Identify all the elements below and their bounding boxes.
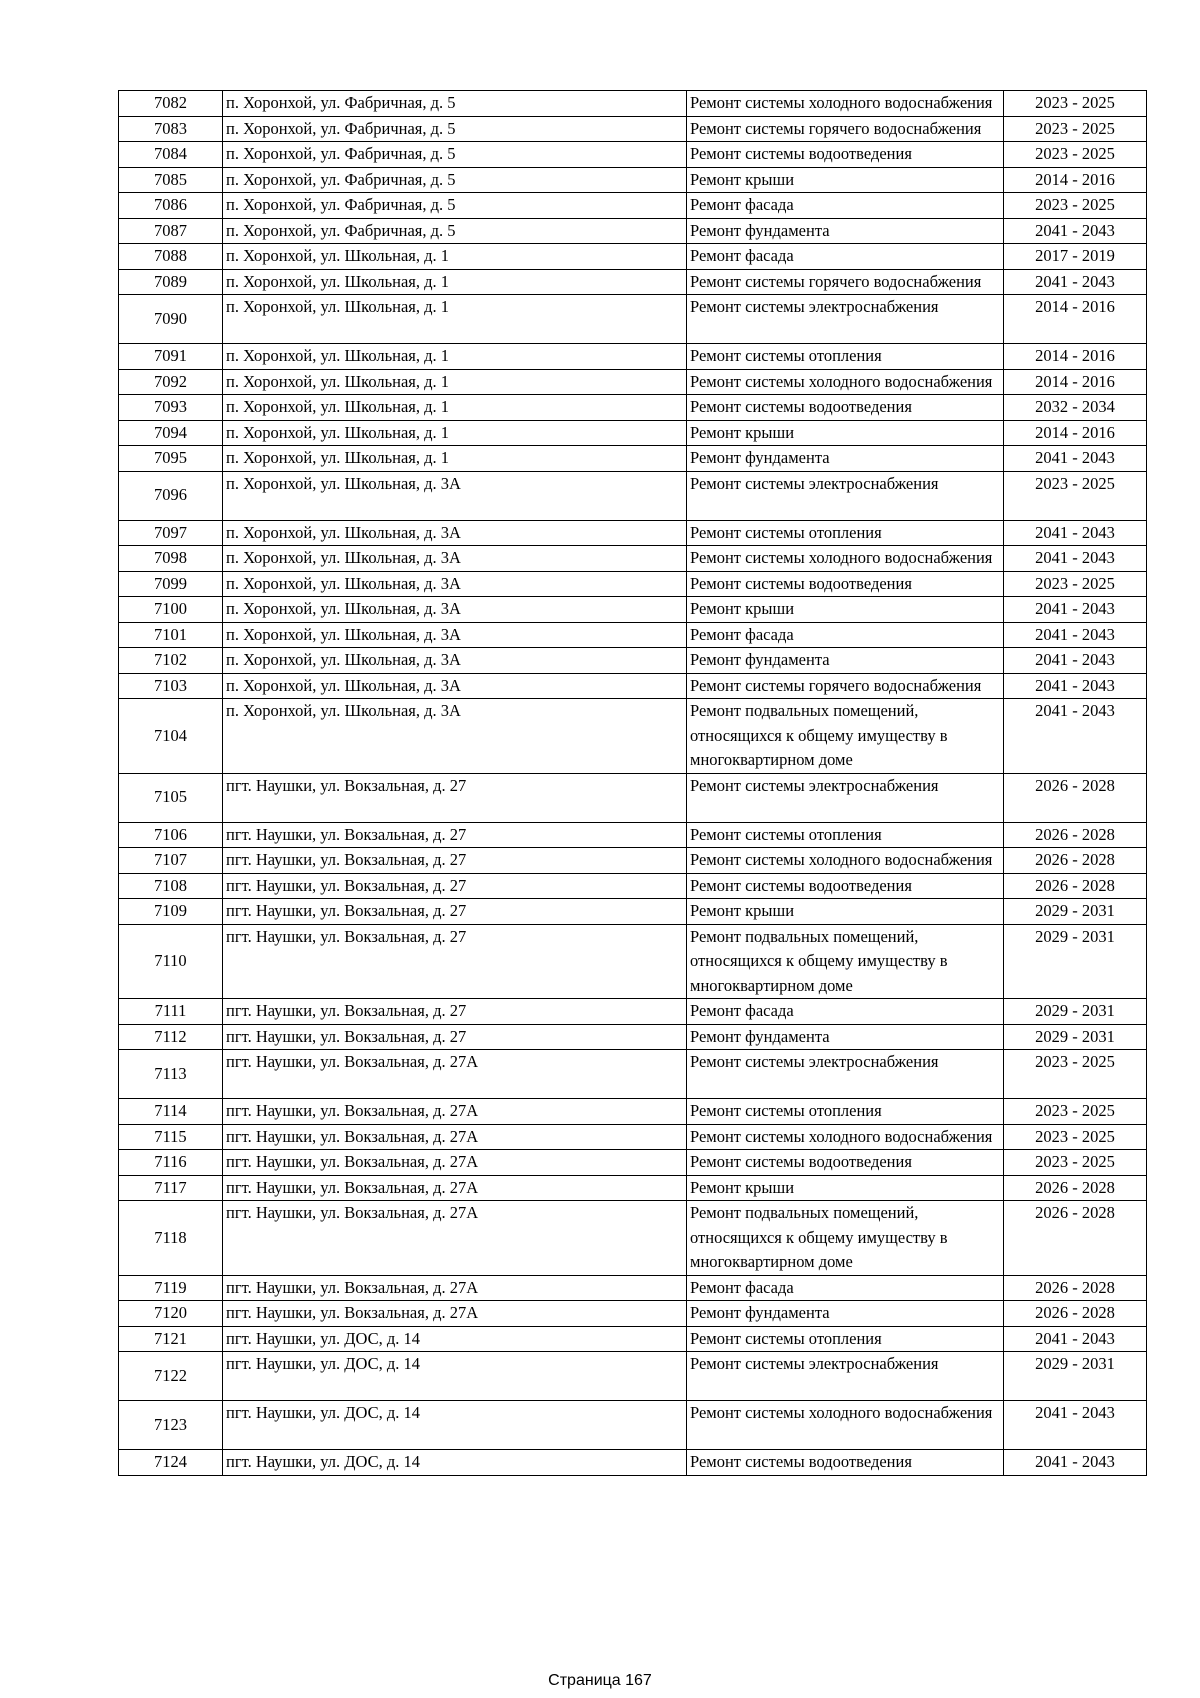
period-cell: 2041 - 2043 — [1004, 546, 1147, 572]
table-row — [119, 446, 1147, 472]
period-cell: 2023 - 2025 — [1004, 471, 1147, 520]
row-number: 7121 — [119, 1326, 223, 1352]
period-cell: 2029 - 2031 — [1004, 924, 1147, 999]
address-cell: п. Хоронхой, ул. Школьная, д. 1 — [223, 395, 687, 421]
work-type-cell: Ремонт системы электроснабжения — [687, 773, 1004, 822]
period-cell: 2014 - 2016 — [1004, 344, 1147, 370]
address-cell: пгт. Наушки, ул. Вокзальная, д. 27 — [223, 999, 687, 1025]
period-cell: 2026 - 2028 — [1004, 1201, 1147, 1276]
table-row — [119, 1099, 1147, 1125]
address-cell: п. Хоронхой, ул. Школьная, д. 3А — [223, 622, 687, 648]
work-type-cell: Ремонт системы отопления — [687, 344, 1004, 370]
period-cell: 2023 - 2025 — [1004, 571, 1147, 597]
address-cell: пгт. Наушки, ул. ДОС, д. 14 — [223, 1352, 687, 1401]
work-type-cell: Ремонт системы водоотведения — [687, 395, 1004, 421]
row-number: 7123 — [119, 1401, 223, 1450]
address-cell: пгт. Наушки, ул. Вокзальная, д. 27 — [223, 1024, 687, 1050]
address-cell: пгт. Наушки, ул. Вокзальная, д. 27А — [223, 1201, 687, 1276]
table-row — [119, 116, 1147, 142]
work-type-cell: Ремонт системы холодного водоснабжения — [687, 546, 1004, 572]
table-row — [119, 622, 1147, 648]
row-number: 7124 — [119, 1450, 223, 1476]
work-type-cell: Ремонт системы холодного водоснабжения — [687, 848, 1004, 874]
row-number: 7112 — [119, 1024, 223, 1050]
address-cell: п. Хоронхой, ул. Школьная, д. 3А — [223, 471, 687, 520]
work-type-cell: Ремонт фасада — [687, 999, 1004, 1025]
work-type-cell: Ремонт системы холодного водоснабжения — [687, 369, 1004, 395]
address-cell: пгт. Наушки, ул. Вокзальная, д. 27А — [223, 1099, 687, 1125]
period-cell: 2041 - 2043 — [1004, 673, 1147, 699]
table-row — [119, 848, 1147, 874]
work-type-cell: Ремонт фундамента — [687, 1301, 1004, 1327]
work-type-cell: Ремонт крыши — [687, 1175, 1004, 1201]
address-cell: пгт. Наушки, ул. ДОС, д. 14 — [223, 1450, 687, 1476]
work-type-cell: Ремонт системы холодного водоснабжения — [687, 91, 1004, 117]
row-number: 7094 — [119, 420, 223, 446]
work-type-cell: Ремонт системы электроснабжения — [687, 1050, 1004, 1099]
row-number: 7102 — [119, 648, 223, 674]
row-number: 7095 — [119, 446, 223, 472]
row-number: 7104 — [119, 699, 223, 774]
period-cell: 2041 - 2043 — [1004, 1450, 1147, 1476]
period-cell: 2014 - 2016 — [1004, 295, 1147, 344]
table-row — [119, 673, 1147, 699]
work-type-cell: Ремонт фасада — [687, 1275, 1004, 1301]
address-cell: пгт. Наушки, ул. Вокзальная, д. 27А — [223, 1150, 687, 1176]
row-number: 7093 — [119, 395, 223, 421]
address-cell: пгт. Наушки, ул. Вокзальная, д. 27А — [223, 1275, 687, 1301]
address-cell: п. Хоронхой, ул. Школьная, д. 3А — [223, 699, 687, 774]
work-type-cell: Ремонт фасада — [687, 622, 1004, 648]
period-cell: 2041 - 2043 — [1004, 1401, 1147, 1450]
period-cell: 2026 - 2028 — [1004, 1275, 1147, 1301]
address-cell: пгт. Наушки, ул. Вокзальная, д. 27 — [223, 773, 687, 822]
row-number: 7113 — [119, 1050, 223, 1099]
table-row — [119, 648, 1147, 674]
address-cell: п. Хоронхой, ул. Фабричная, д. 5 — [223, 91, 687, 117]
table-row — [119, 773, 1147, 822]
address-cell: п. Хоронхой, ул. Школьная, д. 1 — [223, 295, 687, 344]
table-row — [119, 91, 1147, 117]
table-row — [119, 471, 1147, 520]
table-row — [119, 1352, 1147, 1401]
table-row — [119, 1326, 1147, 1352]
work-type-cell: Ремонт системы водоотведения — [687, 1450, 1004, 1476]
period-cell: 2023 - 2025 — [1004, 193, 1147, 219]
table-row — [119, 1124, 1147, 1150]
period-cell: 2029 - 2031 — [1004, 1352, 1147, 1401]
work-type-cell: Ремонт крыши — [687, 597, 1004, 623]
table-row — [119, 999, 1147, 1025]
table-row — [119, 546, 1147, 572]
table-row — [119, 1450, 1147, 1476]
table-row — [119, 924, 1147, 999]
table-row — [119, 193, 1147, 219]
row-number: 7098 — [119, 546, 223, 572]
table-row — [119, 597, 1147, 623]
table-row — [119, 1024, 1147, 1050]
period-cell: 2023 - 2025 — [1004, 1150, 1147, 1176]
address-cell: п. Хоронхой, ул. Фабричная, д. 5 — [223, 193, 687, 219]
address-cell: п. Хоронхой, ул. Фабричная, д. 5 — [223, 218, 687, 244]
address-cell: пгт. Наушки, ул. Вокзальная, д. 27 — [223, 899, 687, 925]
address-cell: п. Хоронхой, ул. Школьная, д. 3А — [223, 520, 687, 546]
period-cell: 2041 - 2043 — [1004, 648, 1147, 674]
row-number: 7110 — [119, 924, 223, 999]
row-number: 7099 — [119, 571, 223, 597]
period-cell: 2026 - 2028 — [1004, 848, 1147, 874]
period-cell: 2029 - 2031 — [1004, 1024, 1147, 1050]
works-table — [118, 90, 1147, 1476]
address-cell: пгт. Наушки, ул. Вокзальная, д. 27А — [223, 1050, 687, 1099]
address-cell: п. Хоронхой, ул. Фабричная, д. 5 — [223, 142, 687, 168]
address-cell: пгт. Наушки, ул. Вокзальная, д. 27 — [223, 848, 687, 874]
work-type-cell: Ремонт системы водоотведения — [687, 873, 1004, 899]
period-cell: 2014 - 2016 — [1004, 167, 1147, 193]
period-cell: 2041 - 2043 — [1004, 218, 1147, 244]
period-cell: 2026 - 2028 — [1004, 822, 1147, 848]
row-number: 7090 — [119, 295, 223, 344]
work-type-cell: Ремонт фундамента — [687, 218, 1004, 244]
table-row — [119, 344, 1147, 370]
row-number: 7107 — [119, 848, 223, 874]
work-type-cell: Ремонт фасада — [687, 193, 1004, 219]
work-type-cell: Ремонт системы горячего водоснабжения — [687, 673, 1004, 699]
table-row — [119, 295, 1147, 344]
row-number: 7106 — [119, 822, 223, 848]
address-cell: п. Хоронхой, ул. Школьная, д. 3А — [223, 648, 687, 674]
period-cell: 2017 - 2019 — [1004, 244, 1147, 270]
table-row — [119, 873, 1147, 899]
period-cell: 2023 - 2025 — [1004, 91, 1147, 117]
work-type-cell: Ремонт фундамента — [687, 1024, 1004, 1050]
work-type-cell: Ремонт системы холодного водоснабжения — [687, 1401, 1004, 1450]
work-type-cell: Ремонт системы водоотведения — [687, 142, 1004, 168]
table-row — [119, 699, 1147, 774]
period-cell: 2041 - 2043 — [1004, 597, 1147, 623]
row-number: 7091 — [119, 344, 223, 370]
address-cell: п. Хоронхой, ул. Школьная, д. 1 — [223, 344, 687, 370]
work-type-cell: Ремонт системы водоотведения — [687, 571, 1004, 597]
address-cell: п. Хоронхой, ул. Школьная, д. 1 — [223, 369, 687, 395]
period-cell: 2041 - 2043 — [1004, 699, 1147, 774]
row-number: 7096 — [119, 471, 223, 520]
work-type-cell: Ремонт подвальных помещений, относящихся к общему имуществу в многоквартирном доме — [687, 1201, 1004, 1276]
table-row — [119, 520, 1147, 546]
address-cell: пгт. Наушки, ул. Вокзальная, д. 27 — [223, 873, 687, 899]
row-number: 7114 — [119, 1099, 223, 1125]
row-number: 7116 — [119, 1150, 223, 1176]
address-cell: п. Хоронхой, ул. Школьная, д. 3А — [223, 571, 687, 597]
work-type-cell: Ремонт системы электроснабжения — [687, 1352, 1004, 1401]
row-number: 7087 — [119, 218, 223, 244]
period-cell: 2023 - 2025 — [1004, 1124, 1147, 1150]
row-number: 7084 — [119, 142, 223, 168]
table-row — [119, 269, 1147, 295]
row-number: 7109 — [119, 899, 223, 925]
row-number: 7119 — [119, 1275, 223, 1301]
row-number: 7097 — [119, 520, 223, 546]
row-number: 7082 — [119, 91, 223, 117]
period-cell: 2014 - 2016 — [1004, 420, 1147, 446]
row-number: 7118 — [119, 1201, 223, 1276]
table-row — [119, 1201, 1147, 1276]
period-cell: 2041 - 2043 — [1004, 446, 1147, 472]
period-cell: 2041 - 2043 — [1004, 520, 1147, 546]
row-number: 7115 — [119, 1124, 223, 1150]
work-type-cell: Ремонт подвальных помещений, относящихся к общему имуществу в многоквартирном доме — [687, 699, 1004, 774]
address-cell: п. Хоронхой, ул. Школьная, д. 1 — [223, 269, 687, 295]
work-type-cell: Ремонт системы водоотведения — [687, 1150, 1004, 1176]
work-type-cell: Ремонт системы отопления — [687, 822, 1004, 848]
period-cell: 2041 - 2043 — [1004, 622, 1147, 648]
table-row — [119, 1275, 1147, 1301]
work-type-cell: Ремонт фасада — [687, 244, 1004, 270]
address-cell: п. Хоронхой, ул. Школьная, д. 3А — [223, 673, 687, 699]
table-row — [119, 167, 1147, 193]
period-cell: 2026 - 2028 — [1004, 1175, 1147, 1201]
address-cell: п. Хоронхой, ул. Школьная, д. 1 — [223, 446, 687, 472]
address-cell: п. Хоронхой, ул. Школьная, д. 3А — [223, 597, 687, 623]
table-row — [119, 571, 1147, 597]
period-cell: 2014 - 2016 — [1004, 369, 1147, 395]
period-cell: 2023 - 2025 — [1004, 116, 1147, 142]
address-cell: пгт. Наушки, ул. Вокзальная, д. 27 — [223, 822, 687, 848]
table-row — [119, 420, 1147, 446]
row-number: 7089 — [119, 269, 223, 295]
work-type-cell: Ремонт фундамента — [687, 446, 1004, 472]
row-number: 7117 — [119, 1175, 223, 1201]
row-number: 7101 — [119, 622, 223, 648]
work-type-cell: Ремонт подвальных помещений, относящихся к общему имуществу в многоквартирном доме — [687, 924, 1004, 999]
period-cell: 2026 - 2028 — [1004, 773, 1147, 822]
row-number: 7105 — [119, 773, 223, 822]
address-cell: п. Хоронхой, ул. Фабричная, д. 5 — [223, 116, 687, 142]
row-number: 7100 — [119, 597, 223, 623]
period-cell: 2041 - 2043 — [1004, 1326, 1147, 1352]
table-row — [119, 1301, 1147, 1327]
row-number: 7088 — [119, 244, 223, 270]
work-type-cell: Ремонт крыши — [687, 420, 1004, 446]
period-cell: 2026 - 2028 — [1004, 1301, 1147, 1327]
period-cell: 2041 - 2043 — [1004, 269, 1147, 295]
work-type-cell: Ремонт системы отопления — [687, 1099, 1004, 1125]
row-number: 7092 — [119, 369, 223, 395]
work-type-cell: Ремонт системы горячего водоснабжения — [687, 116, 1004, 142]
period-cell: 2023 - 2025 — [1004, 1050, 1147, 1099]
address-cell: пгт. Наушки, ул. ДОС, д. 14 — [223, 1326, 687, 1352]
row-number: 7120 — [119, 1301, 223, 1327]
table-row — [119, 1401, 1147, 1450]
address-cell: п. Хоронхой, ул. Фабричная, д. 5 — [223, 167, 687, 193]
work-type-cell: Ремонт фундамента — [687, 648, 1004, 674]
period-cell: 2023 - 2025 — [1004, 142, 1147, 168]
table-row — [119, 218, 1147, 244]
row-number: 7086 — [119, 193, 223, 219]
address-cell: пгт. Наушки, ул. Вокзальная, д. 27А — [223, 1124, 687, 1150]
table-row — [119, 1175, 1147, 1201]
row-number: 7085 — [119, 167, 223, 193]
table-row — [119, 1150, 1147, 1176]
table-row — [119, 822, 1147, 848]
page-number: Страница 167 — [548, 1672, 652, 1689]
work-type-cell: Ремонт крыши — [687, 167, 1004, 193]
address-cell: пгт. Наушки, ул. Вокзальная, д. 27 — [223, 924, 687, 999]
row-number: 7122 — [119, 1352, 223, 1401]
work-type-cell: Ремонт крыши — [687, 899, 1004, 925]
work-type-cell: Ремонт системы электроснабжения — [687, 295, 1004, 344]
address-cell: п. Хоронхой, ул. Школьная, д. 1 — [223, 420, 687, 446]
work-type-cell: Ремонт системы отопления — [687, 520, 1004, 546]
address-cell: п. Хоронхой, ул. Школьная, д. 3А — [223, 546, 687, 572]
work-type-cell: Ремонт системы отопления — [687, 1326, 1004, 1352]
table-row — [119, 244, 1147, 270]
row-number: 7111 — [119, 999, 223, 1025]
address-cell: пгт. Наушки, ул. ДОС, д. 14 — [223, 1401, 687, 1450]
row-number: 7083 — [119, 116, 223, 142]
address-cell: п. Хоронхой, ул. Школьная, д. 1 — [223, 244, 687, 270]
table-row — [119, 899, 1147, 925]
period-cell: 2029 - 2031 — [1004, 999, 1147, 1025]
address-cell: пгт. Наушки, ул. Вокзальная, д. 27А — [223, 1301, 687, 1327]
row-number: 7103 — [119, 673, 223, 699]
work-type-cell: Ремонт системы электроснабжения — [687, 471, 1004, 520]
period-cell: 2029 - 2031 — [1004, 899, 1147, 925]
work-type-cell: Ремонт системы холодного водоснабжения — [687, 1124, 1004, 1150]
table-row — [119, 1050, 1147, 1099]
work-type-cell: Ремонт системы горячего водоснабжения — [687, 269, 1004, 295]
table-row — [119, 369, 1147, 395]
table-row — [119, 395, 1147, 421]
period-cell: 2023 - 2025 — [1004, 1099, 1147, 1125]
row-number: 7108 — [119, 873, 223, 899]
table-row — [119, 142, 1147, 168]
table-body — [119, 91, 1147, 1476]
address-cell: пгт. Наушки, ул. Вокзальная, д. 27А — [223, 1175, 687, 1201]
period-cell: 2026 - 2028 — [1004, 873, 1147, 899]
period-cell: 2032 - 2034 — [1004, 395, 1147, 421]
